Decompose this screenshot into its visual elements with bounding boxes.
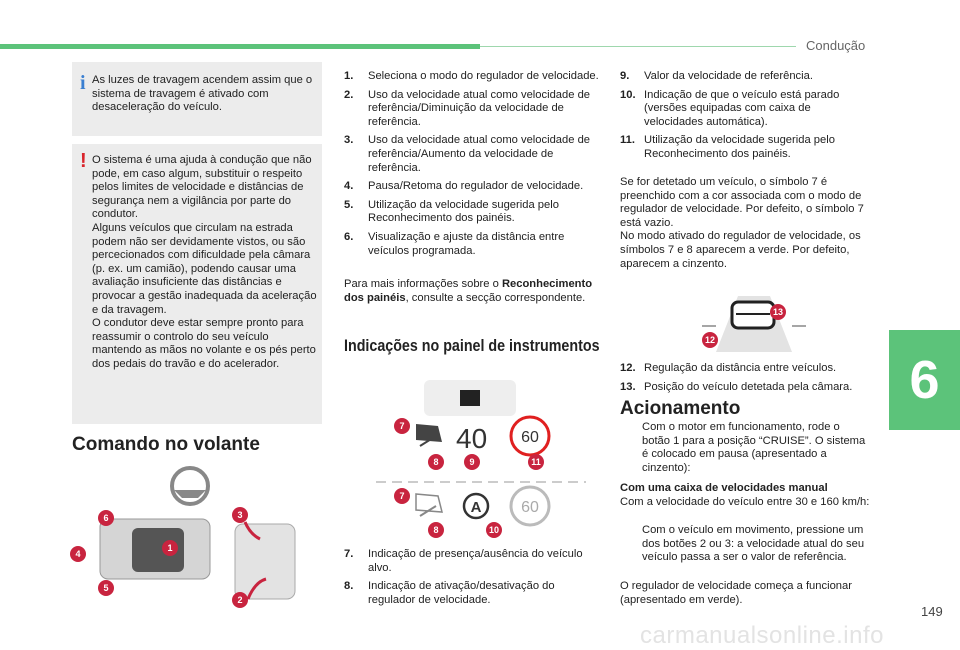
- badge-1: [162, 540, 178, 556]
- badge-10: [486, 522, 502, 538]
- svg-text:5: 5: [103, 583, 109, 593]
- distance-list: [620, 362, 870, 399]
- list-item: 12. Regulação da distância entre veículos.: [620, 362, 837, 374]
- svg-text:13: 13: [772, 307, 784, 317]
- speed-sign-active: [511, 417, 549, 455]
- list-item: 6. Visualização e ajuste da distância entre veículos programada.: [344, 230, 565, 257]
- list-item: 11. Utilização da velocidade sugerida pelo Reconhecimento dos painéis.: [620, 134, 835, 160]
- svg-text:2: 2: [237, 595, 243, 605]
- badge-2: [232, 592, 248, 608]
- svg-text:A: A: [470, 499, 482, 516]
- detection-paragraph: Se for detetado um veículo, o símbolo 7 é preenchido com a cor associada com o modo de regulador de velocidade. Por defeito, o símbolo 7 está vazio. No modo ativado do regulador de velocidade, os símbolos 7 e 8 aparecem a verde. Por defeito, aparecem a cinzento.: [620, 176, 864, 270]
- svg-text:7: 7: [399, 491, 405, 501]
- instrument-panel-illustration: [376, 376, 586, 544]
- right-list: [620, 70, 870, 167]
- info-text: As luzes de travagem acendem assim que o sistema de travagem é ativado com desaceleração do veículo.: [92, 74, 313, 114]
- list-item: Com o motor em funcionamento, rode o botão 1 para a posição “CRUISE”. O sistema é colocado em pausa (apresentado a cinzento):: [642, 421, 866, 474]
- svg-text:11: 11: [531, 457, 541, 467]
- svg-text:3: 3: [237, 510, 243, 520]
- target-vehicle-icon: [416, 424, 442, 446]
- panel-heading: Indicações no painel de instrumentos: [344, 336, 600, 355]
- svg-text:10: 10: [488, 525, 500, 535]
- svg-text:60: 60: [521, 499, 539, 516]
- badge-8-top: [428, 454, 444, 470]
- gearbox-paragraph: Com a velocidade do veículo entre 30 e 160 km/h:: [620, 496, 870, 508]
- badge-13: [770, 304, 786, 320]
- panel-list: [344, 548, 602, 612]
- header-accent-bar: [0, 44, 480, 49]
- badge-11: [528, 454, 544, 470]
- more-info-paragraph: Para mais informações sobre o Reconhecimento dos painéis, consulte a secção correspondente.: [344, 278, 593, 304]
- svg-text:8: 8: [433, 525, 439, 535]
- acionamento-heading: Acionamento: [620, 398, 741, 419]
- badge-3: [232, 507, 248, 523]
- list-item: 7. Indicação de presença/ausência do veículo alvo.: [344, 548, 583, 574]
- header-rule: [480, 46, 796, 47]
- badge-7-top: [394, 418, 410, 434]
- chapter-tab: 6: [889, 330, 960, 430]
- badge-8-bottom: [428, 522, 444, 538]
- speed-sign-inactive: [511, 487, 549, 525]
- warning-text: O sistema é uma ajuda à condução que não pode, em caso algum, substituir o respeito pelos limites de velocidade e distâncias de segurança nem a vigilância por parte do condutor. Alguns veículos que circulam na estrada podem não ser devidamente vistos, ou são percecionados com dificuldade pela câmara (p. ex. um camião), podendo causar uma avaliação insuficiente das distâncias e provocar a gestão inadequada da aceleração e da travagem. O condutor deve estar sempre pronto para reassumir o controlo do seu veículo mantendo as mãos no volante e os pés perto dos pedais do travão e do acelerador.: [92, 154, 317, 370]
- badge-6: [98, 510, 114, 526]
- badge-5: [98, 580, 114, 596]
- svg-text:4: 4: [75, 549, 81, 559]
- stopped-vehicle-icon: [464, 494, 488, 518]
- list-item: 3. Uso da velocidade atual como velocidade de referência/Aumento da velocidade de referência.: [344, 134, 591, 174]
- badge-4: [70, 546, 86, 562]
- list-item: 1. Seleciona o modo do regulador de velocidade.: [344, 70, 599, 82]
- gearbox-heading: Com uma caixa de velocidades manual: [620, 482, 828, 494]
- side-buttons: [235, 524, 295, 599]
- info-icon: i: [80, 72, 86, 94]
- svg-text:7: 7: [399, 421, 405, 431]
- steering-wheel-icon: [172, 468, 208, 504]
- vehicle-icon: [732, 302, 774, 328]
- display-pod-icon: [460, 390, 480, 406]
- svg-text:8: 8: [433, 457, 439, 467]
- list-item: 8. Indicação de ativação/desativação do regulador de velocidade.: [344, 580, 555, 606]
- svg-text:6: 6: [103, 513, 109, 523]
- set-speed-value: 40: [456, 423, 488, 454]
- final-paragraph: O regulador de velocidade começa a funcionar (apresentado em verde).: [620, 580, 852, 606]
- page-number: 149: [921, 604, 943, 619]
- info-box: [72, 62, 322, 136]
- controls-list: [344, 70, 602, 263]
- svg-text:9: 9: [469, 457, 475, 467]
- list-item: 9. Valor da velocidade de referência.: [620, 70, 813, 82]
- gearbox-list: [620, 524, 870, 570]
- distance-illustration: [698, 290, 810, 354]
- watermark: carmanualsonline.info: [640, 622, 884, 649]
- list-item: 4. Pausa/Retoma do regulador de velocidade.: [344, 180, 584, 193]
- steering-heading: Comando no volante: [72, 434, 260, 455]
- acionamento-list: [620, 421, 870, 480]
- list-item: Com o veículo em movimento, pressione um dos botões 2 ou 3: a velocidade atual do seu veículo passa a ser o valor de referência.: [642, 524, 865, 564]
- warning-box: [72, 144, 322, 424]
- list-item: 5. Utilização da velocidade sugerida pelo Reconhecimento dos painéis.: [344, 198, 559, 225]
- svg-text:60: 60: [521, 429, 539, 446]
- target-vehicle-empty-icon: [416, 494, 442, 516]
- list-item: 13. Posição do veículo detetada pela câmara.: [620, 380, 853, 393]
- steering-control-illustration: [70, 464, 320, 614]
- section-title: Condução: [806, 38, 866, 53]
- list-item: 10. Indicação de que o veículo está parado (versões equipadas com caixa de velocidades automática).: [620, 88, 840, 128]
- warning-icon: !: [80, 150, 87, 172]
- list-item: 2. Uso da velocidade atual como velocidade de referência/Diminuição da velocidade de referência.: [344, 88, 591, 128]
- svg-text:1: 1: [167, 543, 173, 553]
- svg-text:12: 12: [704, 335, 716, 345]
- badge-12: [702, 332, 718, 348]
- badge-7-bottom: [394, 488, 410, 504]
- badge-9: [464, 454, 480, 470]
